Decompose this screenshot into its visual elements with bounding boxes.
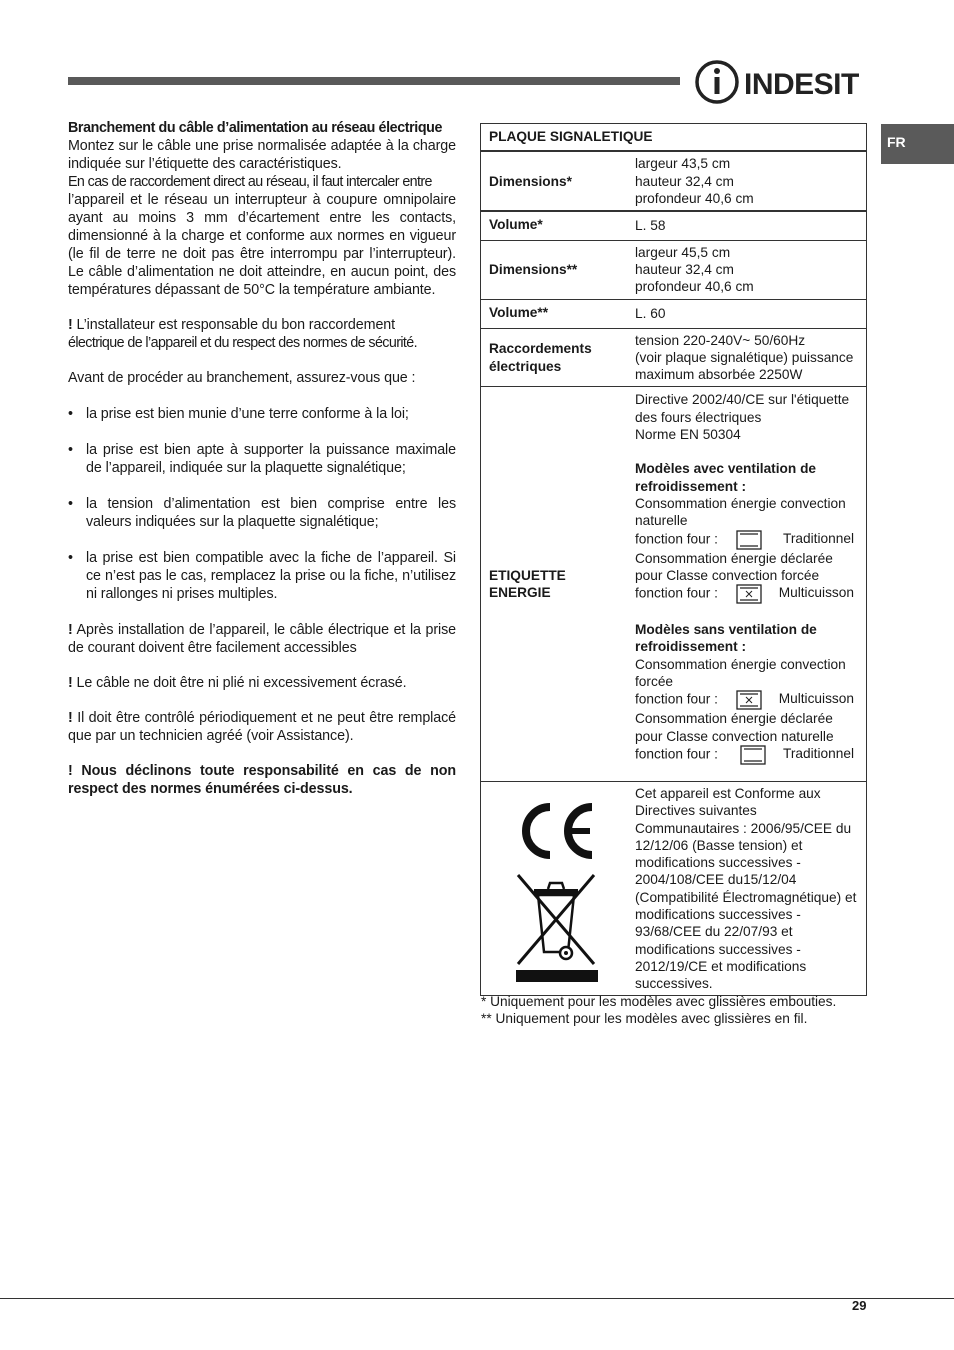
ce-mark-icon [526,807,592,855]
warning-paragraph [68,316,456,334]
warning-mark: ! [68,317,73,333]
warning-text: Nous déclinons toute responsabilité en cas de non respect des normes énumérées ci-dessus. [68,763,457,797]
subheading: Modèles avec ventilation de refroidissement : [635,461,817,494]
value-line: Norme EN 50304 [635,427,741,443]
bullet: • [68,442,73,458]
value-line: Consommation énergie déclarée pour Classe convection forcée [635,550,833,583]
warning-mark: ! [68,675,73,691]
table-row [481,299,867,328]
value-line: maximum absorbée 2250W [635,367,803,383]
ce-and-weee-logos [510,792,600,982]
warning-mark: ! [68,763,73,779]
function-label: fonction four : [635,531,718,547]
value-line: hauteur 32,4 cm [635,261,734,277]
list-item-text: la prise est bien munie d’une terre conforme à la loi; [86,406,409,422]
warning-text: L’installateur est responsable du bon raccordement [76,317,396,333]
paragraph: En cas de raccordement direct au réseau, il faut intercaler entre [68,174,432,190]
oven-function-line [635,690,862,710]
warning-paragraph: électrique de l’appareil et du respect des normes de sécurité. [68,335,418,351]
list-item [68,441,456,477]
row-value [628,151,867,211]
value-line: largeur 43,5 cm [635,156,731,172]
value-line: largeur 45,5 cm [635,244,731,260]
oven-fan-icon [736,584,762,604]
disclaimer [68,762,456,798]
row-value [628,240,867,299]
function-label: fonction four : [635,585,718,601]
installation-text [68,119,456,815]
header-bar [68,77,680,85]
warning-paragraph [68,621,456,657]
table-title: PLAQUE SIGNALETIQUE [481,124,867,152]
oven-traditional-icon [740,745,766,765]
warning-mark: ! [68,622,73,638]
value-line: (voir plaque signalétique) puissance [635,349,854,365]
value-line: des fours électriques [635,409,762,425]
row-value: L. 60 [628,299,867,328]
subheading: Modèles sans ventilation de refroidissement : [635,622,817,655]
certification-logos [481,781,629,996]
footnote: ** Uniquement pour les modèles avec glissières en fil. [481,1011,808,1027]
conformity-text: Cet appareil est Conforme aux Directives suivantes Communautaires : 2006/95/CEE du 12/12/06 (Basse tension) et modifications successives - 2004/108/CEE du15/12/04 (Compatibilité Électromagnétique) et modifications successives - 93/68/CEE du 22/07/93 et modifications successives - 2012/19/CE et modifications successives. [628,781,867,996]
row-value [628,387,867,781]
value-line: Directive 2002/40/CE sur l'étiquette [635,392,850,408]
bullet: • [68,550,73,566]
oven-fan-icon [736,690,762,710]
table-row [481,240,867,299]
row-label: Volume* [481,211,629,240]
oven-function-line [635,584,862,604]
value-line: Consommation énergie déclarée pour Classe convection naturelle [635,711,834,744]
specification-table [480,123,867,996]
language-tab: FR [881,124,954,164]
row-value: L. 58 [628,211,867,240]
value-line: hauteur 32,4 cm [635,173,734,189]
list-item [68,495,456,531]
checklist [68,405,456,603]
function-label: fonction four : [635,691,718,707]
warning-text: Il doit être contrôlé périodiquement et ne peut être remplacé que par un technicien agréé (voir Assistance). [68,710,457,744]
value-line: tension 220-240V~ 50/60Hz [635,332,806,348]
row-label [481,387,629,781]
function-mode: Traditionnel [782,745,854,761]
list-item-text: la tension d’alimentation est bien comprise entre les valeurs indiquées sur la plaquette signalétique; [86,496,456,530]
bullet: • [68,406,73,422]
footnotes [481,993,836,1028]
function-mode: Traditionnel [782,530,854,546]
warning-text: Après installation de l’appareil, le câble électrique et la prise de courant doivent être facilement accessibles [68,622,456,656]
label-line: électriques [489,358,562,374]
paragraph: l’appareil et le réseau un interrupteur à coupure omnipolaire ayant au moins 3 mm d’écartement entre les contacts, dimensionné à la charge et conforme aux normes en vigueur (le fil de terre ne doit pas être interrompu par l’interrupteur). Le câble d’alimentation ne doit atteindre, en aucun point, des températures dépassant de 50°C la température ambiante. [68,192,456,298]
row-label: Dimensions** [481,240,629,299]
warning-text: Le câble ne doit être ni plié ni excessivement écrasé. [76,675,407,691]
label-line: ENERGIE [489,585,551,601]
row-label [481,328,629,387]
warning-paragraph [68,709,456,745]
footnote: * Uniquement pour les modèles avec glissières embouties. [481,994,837,1009]
row-label: Dimensions* [481,151,629,211]
page-number: 29 [852,1298,867,1313]
value-line: profondeur 40,6 cm [635,190,754,206]
bullet: • [68,496,73,512]
warning-mark: ! [68,710,73,726]
table-row [481,328,867,387]
warning-paragraph [68,674,456,692]
table-row [481,781,867,996]
footer-rule [0,1298,954,1299]
intro-text: Avant de procéder au branchement, assurez-vous que : [68,370,416,386]
paragraph: Montez sur le câble une prise normalisée adaptée à la charge indiquée sur l’étiquette des caractéristiques. [68,138,456,172]
value-line: Consommation énergie convection naturelle [635,495,846,529]
weee-bin-icon [516,875,598,982]
label-line: ETIQUETTE [489,567,566,583]
list-item-text: la prise est bien apte à supporter la puissance maximale de l’appareil, indiquée sur la plaquette signalétique; [86,442,456,476]
oven-function-line [635,530,862,550]
oven-traditional-icon [736,530,762,550]
list-item [68,405,456,423]
row-value [628,328,867,387]
list-item-text: la prise est bien compatible avec la fiche de l’appareil. Si ce n’est pas le cas, remplacez la prise ou la fiche, n’utilisez ni rallonges ni prises multiples. [86,550,456,602]
table-row [481,151,867,211]
table-header-row [481,124,867,152]
section-heading: Branchement du câble d’alimentation au réseau électrique [68,120,443,136]
function-mode: Multicuisson [778,691,854,707]
function-mode: Multicuisson [778,585,854,601]
value-line: Consommation énergie convection forcée [635,656,846,690]
row-label: Volume** [481,299,629,328]
table-row [481,211,867,240]
indesit-logo [694,59,870,105]
value-line: profondeur 40,6 cm [635,279,754,295]
table-row [481,387,867,781]
function-label: fonction four : [635,746,718,762]
list-item [68,549,456,603]
label-line: Raccordements [489,341,592,357]
oven-function-line [635,745,862,765]
svg-text:INDESIT: INDESIT [744,68,859,101]
